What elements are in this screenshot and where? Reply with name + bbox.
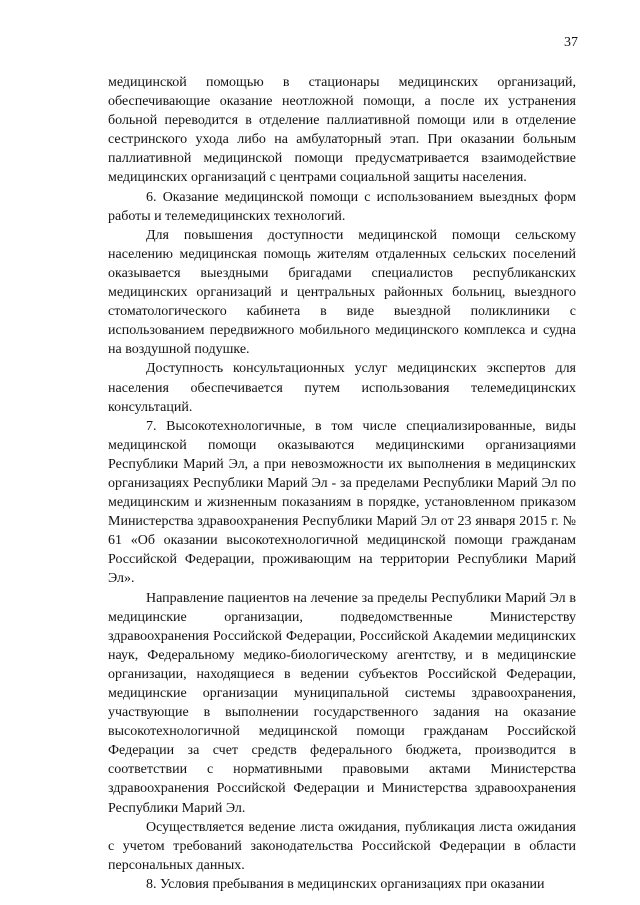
body-text — [108, 73, 576, 894]
paragraph-continuation: медицинской помощью в стационары медицинских организаций, обеспечивающие оказание неотложной помощи, а после их устранения больной переводится в отделение паллиативной помощи или в отделение сестринского ухода либо на амбулаторный этап. При оказании больным паллиативной медицинской помощи предусматривается взаимодействие медицинских организаций с центрами социальной защиты населения. — [108, 75, 576, 186]
paragraph-section-6-heading: 6. Оказание медицинской помощи с использованием выездных форм работы и телемедицинских технологий. — [108, 189, 576, 224]
paragraph-telemedicine: Доступность консультационных услуг медицинских экспертов для населения обеспечивается путем использования телемедицинских консультаций. — [108, 361, 576, 415]
paragraph-waiting-list: Осуществляется ведение листа ожидания, публикация листа ожидания с учетом требований законодательства Российской Федерации в области персональных данных. — [108, 819, 576, 873]
paragraph-section-8-heading: 8. Условия пребывания в медицинских организациях при оказании — [146, 876, 545, 892]
page-number: 37 — [564, 35, 578, 50]
paragraph-mobile-teams: Для повышения доступности медицинской помощи сельскому населению медицинская помощь жителям отдаленных сельских поселений оказывается выездными бригадами специалистов республиканских медицинских организаций и центральных районных больниц, выездного стоматологического кабинета в виде выездной поликлиники с использованием передвижного мобильного медицинского комплекса и судна на воздушной подушке. — [108, 227, 576, 358]
paragraph-referral: Направление пациентов на лечение за пределы Республики Марий Эл в медицинские организации, подведомственные Министерству здравоохранения Российской Федерации, Российской Академии медицинских наук, Федеральному медико-биологическому агентству, и в медицинские организации, находящиеся в ведении субъектов Российской Федерации, медицинские организации муниципальной системы здравоохранения, участвующие в выполнении государственного задания на оказание высокотехнологичной медицинской помощи гражданам Российской Федерации за счет средств федерального бюджета, производится в соответствии с нормативными правовыми актами Министерства здравоохранения Российской Федерации и Министерства здравоохранения Республики Марий Эл. — [108, 590, 576, 816]
paragraph-section-7-high-tech: 7. Высокотехнологичные, в том числе специализированные, виды медицинской помощи оказываются медицинскими организациями Республики Марий Эл, а при невозможности их выполнения в медицинских организациях Республики Марий Эл - за пределами Республики Марий Эл по медицинским и жизненным показаниям в порядке, установленном приказом Министерства здравоохранения Республики Марий Эл от 23 января 2015 г. № 61 «Об оказании высокотехнологичной медицинской помощи гражданам Российской Федерации, проживающим на территории Республики Марий Эл». — [108, 418, 576, 587]
